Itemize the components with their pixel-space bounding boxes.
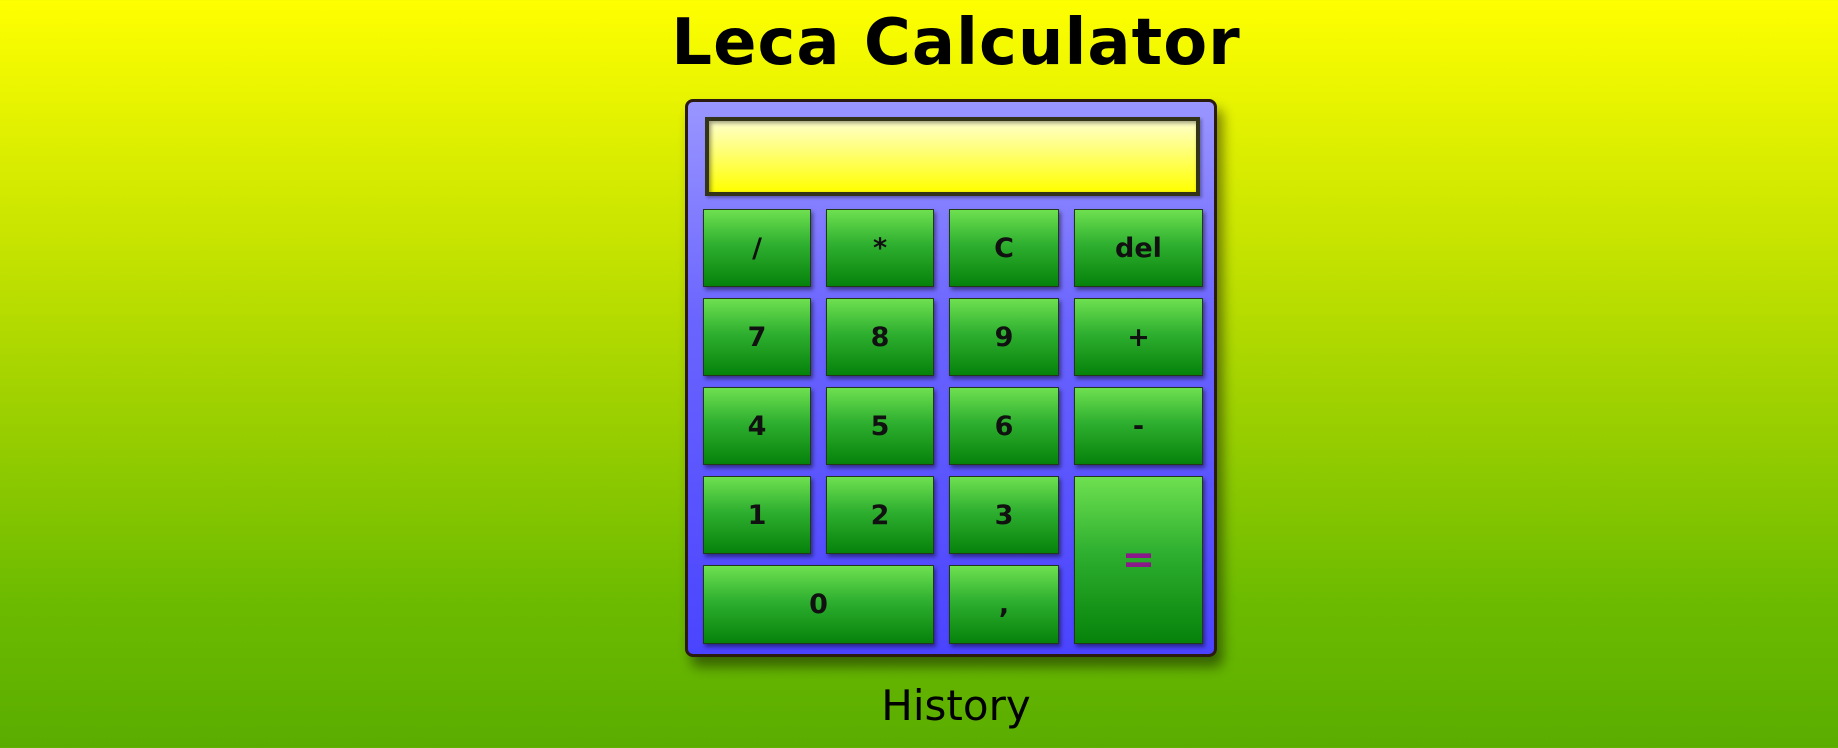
app-title: Leca Calculator (671, 6, 1241, 80)
five-button[interactable]: 5 (826, 387, 934, 465)
clear-button[interactable]: C (949, 209, 1059, 287)
zero-button[interactable]: 0 (703, 565, 934, 644)
calculator-body (685, 99, 1217, 657)
three-button[interactable]: 3 (949, 476, 1059, 554)
delete-button[interactable]: del (1074, 209, 1203, 287)
four-button[interactable]: 4 (703, 387, 811, 465)
one-button[interactable]: 1 (703, 476, 811, 554)
calculator-display (705, 117, 1200, 196)
comma-button[interactable]: , (949, 565, 1059, 644)
equals-button[interactable]: = (1074, 476, 1203, 644)
nine-button[interactable]: 9 (949, 298, 1059, 376)
two-button[interactable]: 2 (826, 476, 934, 554)
seven-button[interactable]: 7 (703, 298, 811, 376)
multiply-button[interactable]: * (826, 209, 934, 287)
divide-button[interactable]: / (703, 209, 811, 287)
history-link[interactable]: History (881, 681, 1031, 730)
plus-button[interactable]: + (1074, 298, 1203, 376)
six-button[interactable]: 6 (949, 387, 1059, 465)
eight-button[interactable]: 8 (826, 298, 934, 376)
minus-button[interactable]: - (1074, 387, 1203, 465)
